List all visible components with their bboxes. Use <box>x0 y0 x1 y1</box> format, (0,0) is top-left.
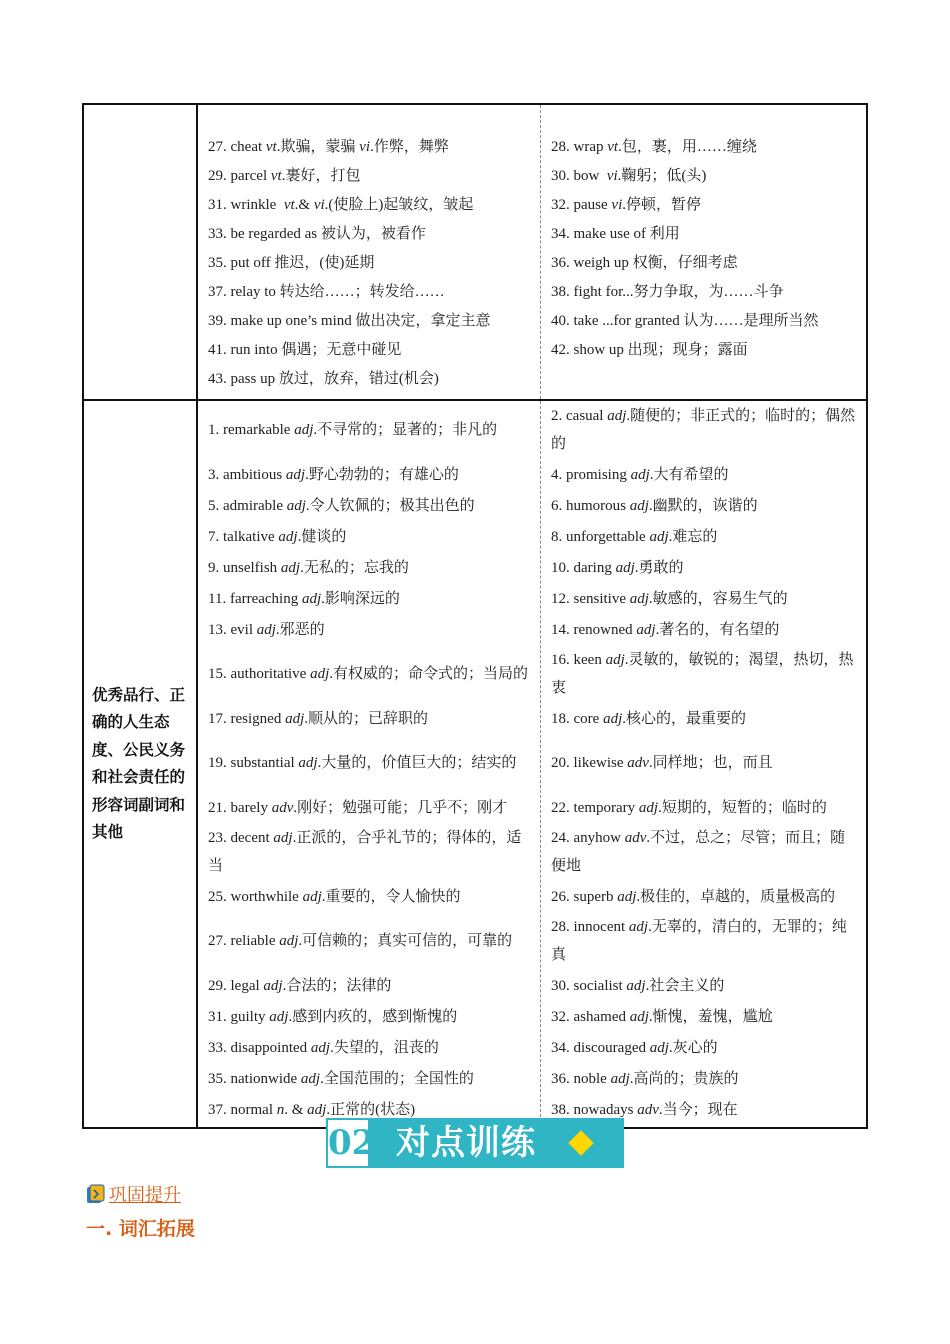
entry-text: 11. farreaching adj.影响深远的 <box>208 590 400 607</box>
entry-text: 40. take ...for granted 认为……是理所当然 <box>551 312 819 329</box>
consolidate-link-row[interactable] <box>85 1181 181 1207</box>
entry-text: 22. temporary adj.短期的，短暂的；临时的 <box>551 799 827 816</box>
right-column <box>541 104 868 400</box>
entry-list <box>198 401 540 1125</box>
list-item <box>541 190 866 219</box>
entry-text: 31. wrinkle vt.& vi.(使脸上)起皱纹，皱起 <box>208 196 474 213</box>
list-item <box>198 1063 540 1094</box>
entry-text: 37. normal n. & adj.正常的(状态) <box>208 1101 416 1118</box>
entry-text: 42. show up 出现；现身；露面 <box>551 341 748 358</box>
entry-list <box>541 401 866 1125</box>
entry-text: 37. relay to 转达给……；转发给…… <box>208 283 445 300</box>
entry-text: 23. decent adj.正派的，合乎礼节的；得体的，适当 <box>208 830 522 874</box>
list-item <box>541 335 866 364</box>
list-item <box>198 734 540 792</box>
list-item <box>541 912 866 970</box>
left-column <box>197 104 541 400</box>
list-item <box>198 881 540 912</box>
entry-text: 20. likewise adv.同样地；也，而且 <box>551 755 773 771</box>
entry-text: 36. noble adj.高尚的；贵族的 <box>551 1070 739 1087</box>
list-item <box>198 912 540 970</box>
entry-text: 15. authoritative adj.有权威的；命令式的；当局的 <box>208 666 528 682</box>
entry-text: 5. admirable adj.令人钦佩的；极其出色的 <box>208 497 475 514</box>
entry-text: 35. put off 推迟，(使)延期 <box>208 254 375 271</box>
list-item <box>198 1032 540 1063</box>
entry-text: 30. socialist adj.社会主义的 <box>551 977 725 994</box>
list-item <box>541 970 866 1001</box>
list-item <box>198 161 540 190</box>
vocab-table <box>82 103 868 1129</box>
entry-text: 8. unforgettable adj.难忘的 <box>551 528 718 545</box>
entry-text: 17. resigned adj.顺从的；已辞职的 <box>208 710 429 727</box>
list-item <box>541 645 866 703</box>
entry-text: 2. casual adj.随便的；非正式的；临时的；偶然的 <box>551 408 856 452</box>
entry-text: 9. unselfish adj.无私的；忘我的 <box>208 559 409 576</box>
entry-text: 14. renowned adj.著名的，有名望的 <box>551 621 780 638</box>
list-item <box>198 335 540 364</box>
entry-text: 19. substantial adj.大量的，价值巨大的；结实的 <box>208 755 517 771</box>
entry-text: 26. superb adj.极佳的，卓越的，质量极高的 <box>551 888 836 905</box>
entry-text: 16. keen adj.灵敏的，敏锐的；渴望，热切，热衷 <box>551 652 854 696</box>
list-item <box>541 521 866 552</box>
entry-text: 38. fight for...努力争取，为……斗争 <box>551 283 784 300</box>
entry-text: 29. parcel vt.裹好，打包 <box>208 167 361 184</box>
entry-text: 27. cheat vt.欺骗，蒙骗 vi.作弊，舞弊 <box>208 138 449 155</box>
entry-text: 24. anyhow adv.不过，总之；尽管；而且；随便地 <box>551 830 846 874</box>
entry-text: 32. pause vi.停顿，暂停 <box>551 196 701 213</box>
banner-number: 02 <box>326 1118 370 1168</box>
entry-text: 38. nowadays adv.当今；现在 <box>551 1101 738 1118</box>
table-block-1 <box>83 104 867 400</box>
list-item <box>541 364 866 393</box>
list-item <box>541 734 866 792</box>
list-item <box>198 1001 540 1032</box>
right-column <box>541 400 868 1128</box>
entry-text: 18. core adj.核心的，最重要的 <box>551 710 746 727</box>
entry-text: 12. sensitive adj.敏感的，容易生气的 <box>551 590 788 607</box>
entry-list <box>541 132 866 393</box>
list-item <box>541 219 866 248</box>
list-item <box>198 703 540 734</box>
list-item <box>198 583 540 614</box>
entry-text: 33. disappointed adj.失望的，沮丧的 <box>208 1039 439 1056</box>
entry-text: 7. talkative adj.健谈的 <box>208 528 347 545</box>
list-item <box>541 1032 866 1063</box>
list-item <box>541 1063 866 1094</box>
list-item <box>541 459 866 490</box>
entry-text: 4. promising adj.大有希望的 <box>551 466 729 483</box>
list-item <box>198 401 540 459</box>
entry-text: 31. guilty adj.感到内疚的，感到惭愧的 <box>208 1008 458 1025</box>
entry-text: 30. bow vi.鞠躬；低(头) <box>551 167 707 184</box>
list-item <box>541 614 866 645</box>
category-label: 优秀品行、正确的人生态度、公民义务和社会责任的形容词副词和其他 <box>92 685 186 841</box>
entry-text: 1. remarkable adj.不寻常的；显著的；非凡的 <box>208 422 498 438</box>
section-heading: 一. 词汇拓展 <box>86 1218 195 1240</box>
section-banner <box>326 1118 624 1168</box>
diamond-icon <box>568 1130 593 1155</box>
entry-text: 41. run into 偶遇；无意中碰见 <box>208 341 402 358</box>
entry-text: 36. weigh up 权衡，仔细考虑 <box>551 254 738 271</box>
list-item <box>541 552 866 583</box>
list-item <box>541 401 866 459</box>
entry-text: 27. reliable adj.可信赖的；真实可信的，可靠的 <box>208 933 513 949</box>
entry-text: 13. evil adj.邪恶的 <box>208 621 325 638</box>
list-item <box>198 248 540 277</box>
entry-text: 34. discouraged adj.灰心的 <box>551 1039 718 1056</box>
entry-text: 3. ambitious adj.野心勃勃的；有雄心的 <box>208 466 459 483</box>
list-item <box>198 364 540 393</box>
list-item <box>541 277 866 306</box>
entry-text: 33. be regarded as 被认为，被看作 <box>208 225 426 242</box>
book-icon <box>85 1183 107 1205</box>
list-item <box>541 490 866 521</box>
entry-text: 43. pass up 放过，放弃，错过(机会) <box>208 370 439 387</box>
entry-text: 21. barely adv.刚好；勉强可能；几乎不；刚才 <box>208 799 508 816</box>
list-item <box>541 248 866 277</box>
list-item <box>198 306 540 335</box>
list-item <box>198 614 540 645</box>
entry-text: 32. ashamed adj.惭愧，羞愧，尴尬 <box>551 1008 773 1025</box>
category-cell <box>83 400 197 1128</box>
entry-text: 28. innocent adj.无辜的，清白的，无罪的；纯真 <box>551 919 847 963</box>
list-item <box>541 161 866 190</box>
entry-text: 29. legal adj.合法的；法律的 <box>208 977 392 994</box>
category-cell <box>83 104 197 400</box>
list-item <box>541 306 866 335</box>
list-item <box>541 823 866 881</box>
entry-text: 39. make up one’s mind 做出决定，拿定主意 <box>208 312 491 329</box>
list-item <box>198 132 540 161</box>
list-item <box>198 459 540 490</box>
list-item <box>198 490 540 521</box>
list-item <box>541 583 866 614</box>
entry-text: 25. worthwhile adj.重要的，令人愉快的 <box>208 888 461 905</box>
entry-text: 10. daring adj.勇敢的 <box>551 559 684 576</box>
banner-title: 对点训练 <box>396 1123 536 1163</box>
list-item <box>198 823 540 881</box>
list-item <box>198 552 540 583</box>
list-item <box>198 219 540 248</box>
list-item <box>198 792 540 823</box>
entry-text: 6. humorous adj.幽默的，诙谐的 <box>551 497 758 514</box>
list-item <box>541 703 866 734</box>
list-item <box>541 1001 866 1032</box>
consolidate-link[interactable]: 巩固提升 <box>109 1185 181 1206</box>
left-column <box>197 400 541 1128</box>
list-item <box>198 521 540 552</box>
entry-text: 34. make use of 利用 <box>551 225 680 242</box>
list-item <box>198 190 540 219</box>
entry-text: 35. nationwide adj.全国范围的；全国性的 <box>208 1070 474 1087</box>
entry-text: 28. wrap vt.包，裹，用……缠绕 <box>551 138 757 155</box>
list-item <box>198 645 540 703</box>
list-item <box>541 792 866 823</box>
entry-list <box>198 132 540 393</box>
list-item <box>198 970 540 1001</box>
list-item <box>541 881 866 912</box>
list-item <box>541 132 866 161</box>
list-item <box>198 277 540 306</box>
table-block-2 <box>83 400 867 1128</box>
